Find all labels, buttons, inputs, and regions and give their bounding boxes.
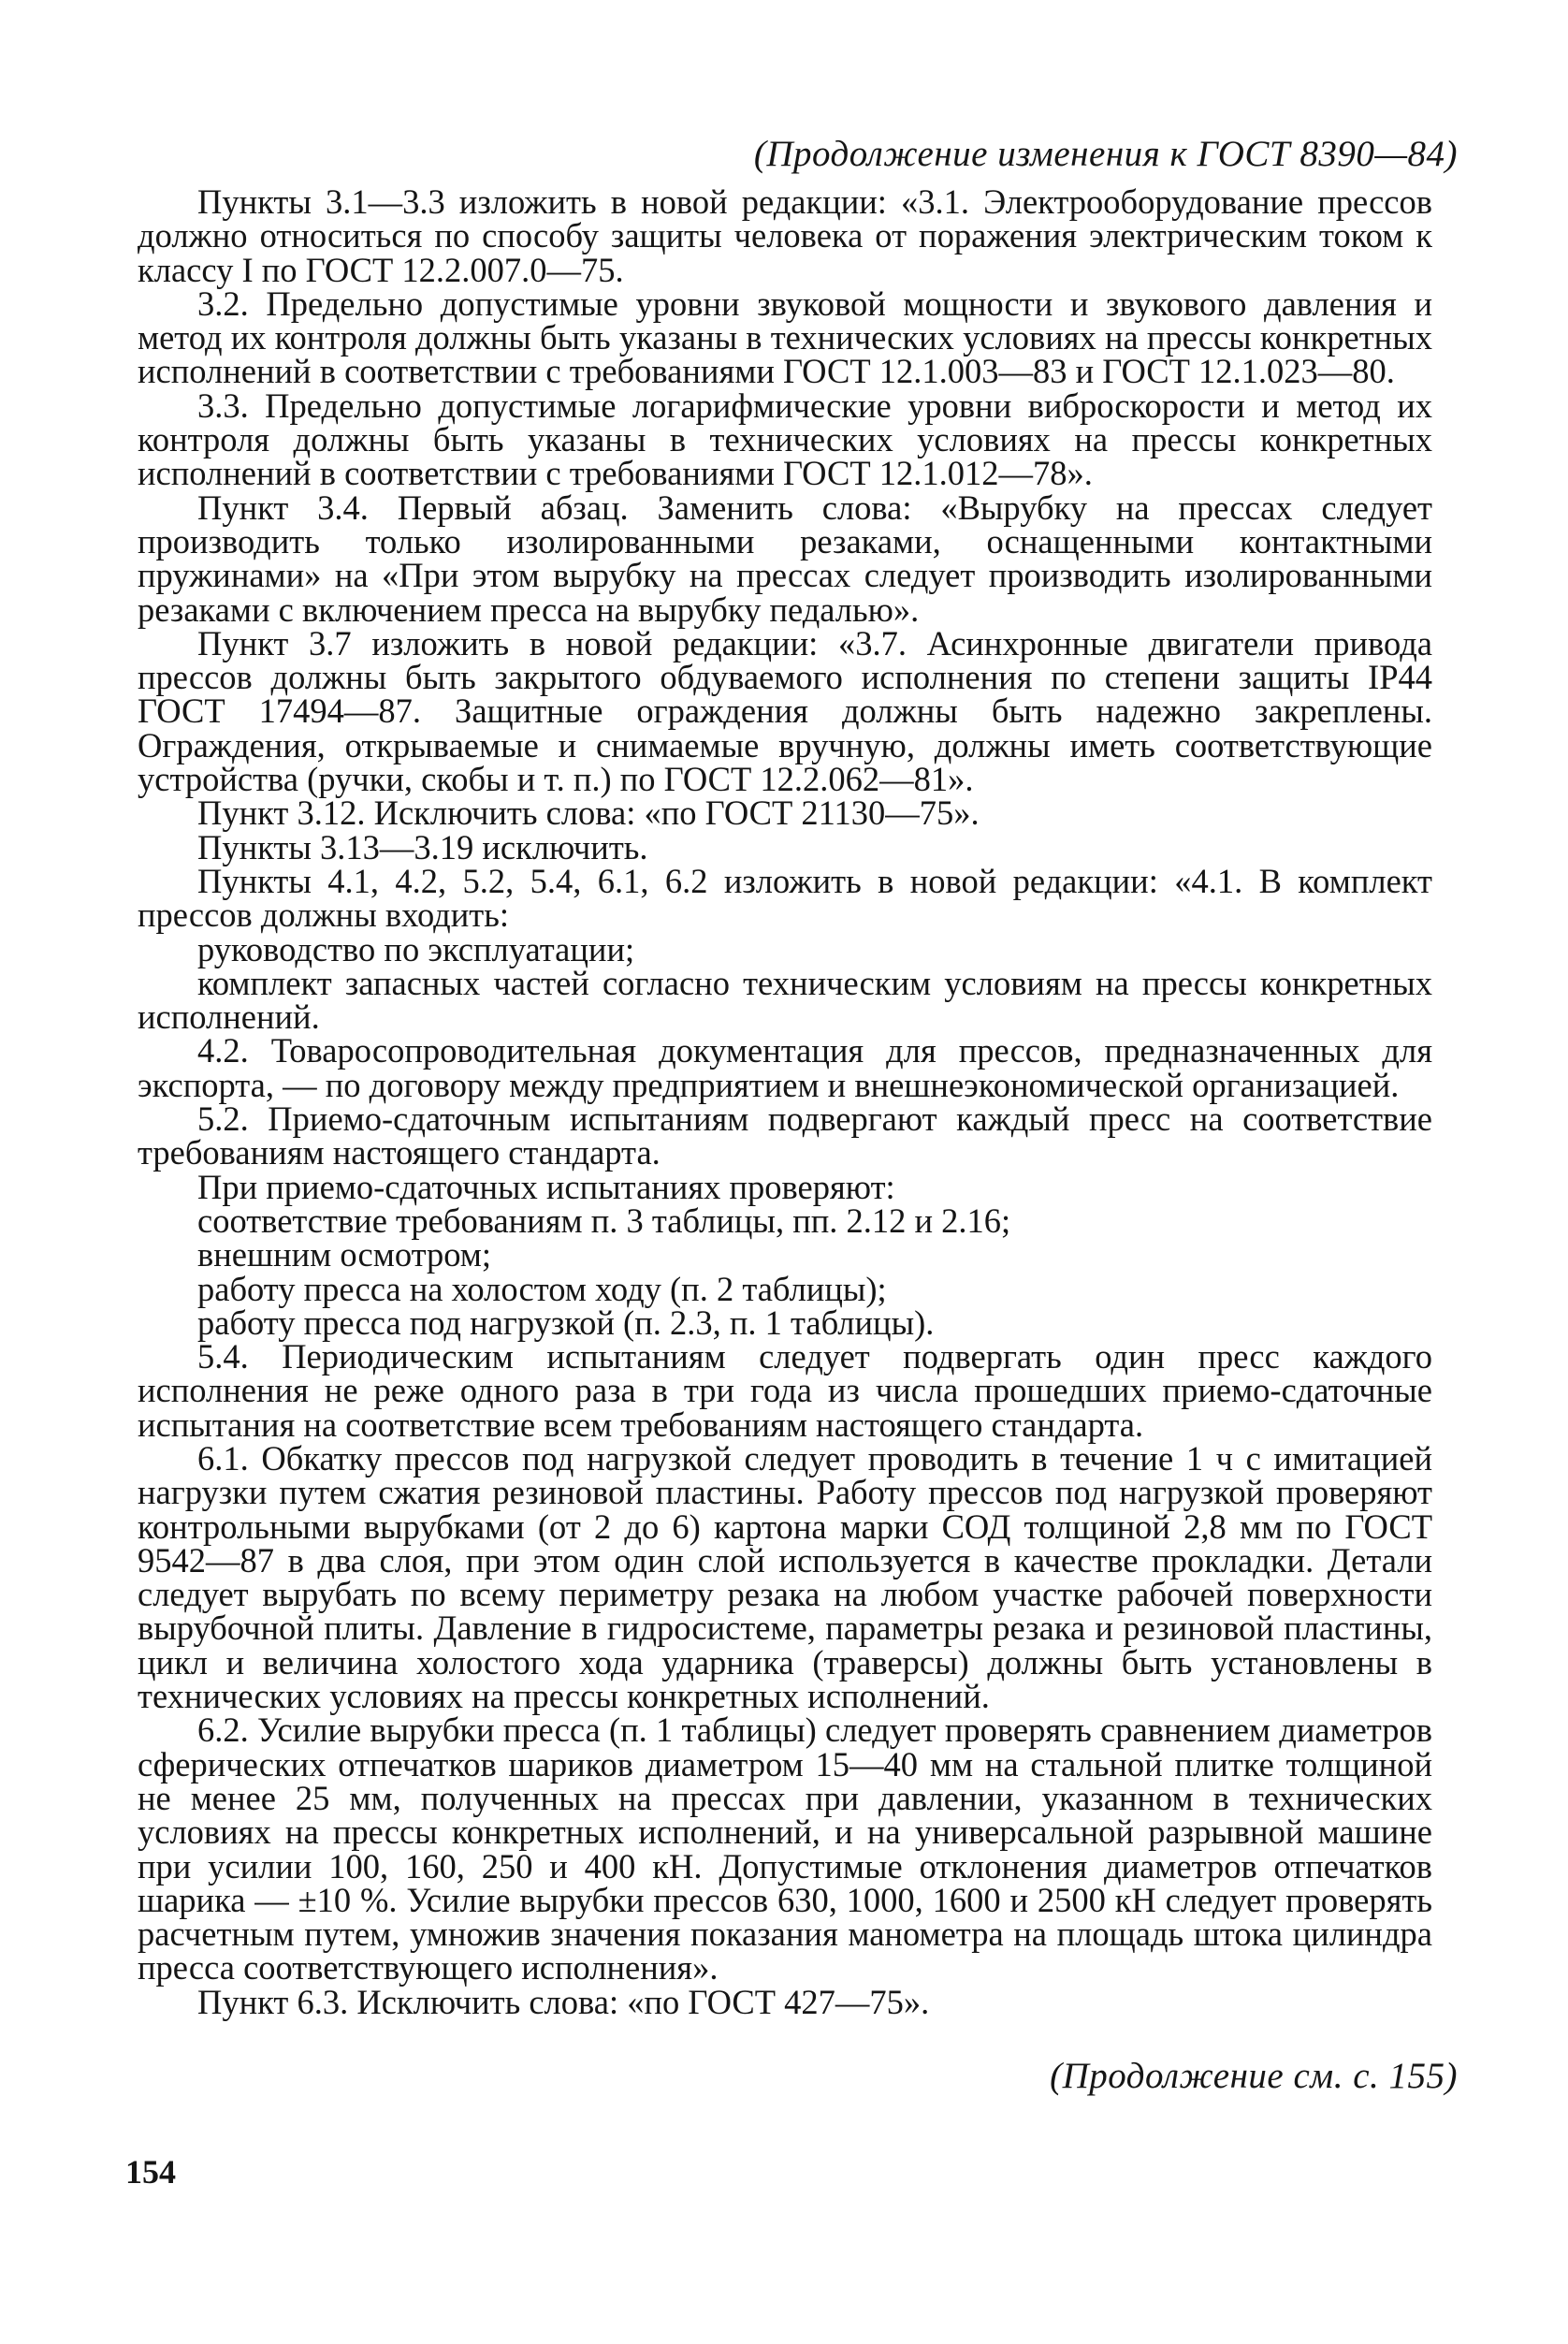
paragraph: Пункт 3.4. Первый абзац. Заменить слова: «Вырубку на прессах следует производить только изолированными резаками, оснащенными контактными пружинами» на «При этом вырубку на прессах следует производить изолированными резаками с включением пресса на вырубку педалью».: [138, 488, 1432, 629]
paragraph: Пункты 3.13—3.19 исключить.: [197, 827, 648, 866]
continuation-footer: (Продолжение см. с. 155): [1050, 2056, 1458, 2096]
paragraph: 4.2. Товаросопроводительная документация для прессов, предназначенных для экспорта, — по договору между предприятием и внешнеэкономической организацией.: [138, 1031, 1432, 1104]
paragraph: 3.3. Предельно допустимые логарифмические уровни виброскорости и метод их контроля должны быть указаны в технических условиях на прессы конкретных исполнений в соответствии с требованиями ГОСТ 12.1.012—78».: [138, 386, 1432, 493]
paragraph: 6.1. Обкатку прессов под нагрузкой следует проводить в течение 1 ч с имитацией нагрузки путем сжатия резиновой пластины. Работу прессов под нагрузкой проверяют контрольными вырубками (от 2 до 6) картона марки СОД толщиной 2,8 мм по ГОСТ 9542—87 в два слоя, при этом один слой используется в качестве прокладки. Детали следует вырубать по всему периметру резака на любом участке рабочей поверхности вырубочной плиты. Давление в гидросистеме, параметры резака и резиновой пластины, цикл и величина холостого хода ударника (траверсы) должны быть установлены в технических условиях на прессы конкретных исполнений.: [138, 1438, 1432, 1716]
list-item: работу пресса на холостом ходу (п. 2 таблицы);: [197, 1269, 887, 1308]
list-item: соответствие требованиям п. 3 таблицы, пп. 2.12 и 2.16;: [197, 1201, 1011, 1240]
list-item: внешним осмотром;: [197, 1235, 492, 1274]
list-item: комплект запасных частей согласно техническим условиям на прессы конкретных исполнений.: [138, 963, 1432, 1037]
continuation-header: (Продолжение изменения к ГОСТ 8390—84): [753, 134, 1458, 174]
list-item: руководство по эксплуатации;: [197, 929, 635, 968]
paragraph: 3.2. Предельно допустимые уровни звуковой мощности и звукового давления и метод их контроля должны быть указаны в технических условиях на прессы конкретных исполнений в соответствии с требованиями ГОСТ 12.1.003—83 и ГОСТ 12.1.023—80.: [138, 284, 1432, 391]
paragraph: При приемо-сдаточных испытаниях проверяют:: [197, 1167, 895, 1206]
paragraph: 5.4. Периодическим испытаниям следует подвергать один пресс каждого исполнения не реже одного раза в три года из числа прошедших приемо-сдаточные испытания на соответствие всем требованиям настоящего стандарта.: [138, 1337, 1432, 1444]
paragraph: Пункт 3.7 изложить в новой редакции: «3.7. Асинхронные двигатели привода прессов должны быть закрытого обдуваемого исполнения по степени защиты IP44 ГОСТ 17494—87. Защитные ограждения должны быть надежно закреплены. Ограждения, открываемые и снимаемые вручную, должны иметь соответствующие устройства (ручки, скобы и т. п.) по ГОСТ 12.2.062—81».: [138, 623, 1432, 799]
list-item: работу пресса под нагрузкой (п. 2.3, п. 1 таблицы).: [197, 1303, 935, 1342]
paragraph: Пункты 4.1, 4.2, 5.2, 5.4, 6.1, 6.2 изложить в новой редакции: «4.1. В комплект прессов должны входить:: [138, 861, 1432, 935]
body-text: [138, 182, 1432, 2021]
paragraph: Пункт 6.3. Исключить слова: «по ГОСТ 427—75».: [197, 1982, 930, 2021]
page-number: 154: [125, 2153, 176, 2191]
paragraph: Пункты 3.1—3.3 изложить в новой редакции: «3.1. Электрооборудование прессов должно относиться по способу защиты человека от поражения электрическим током к классу I по ГОСТ 12.2.007.0—75.: [138, 182, 1432, 289]
paragraph: Пункт 3.12. Исключить слова: «по ГОСТ 21130—75».: [197, 793, 980, 833]
paragraph: 5.2. Приемо-сдаточным испытаниям подвергают каждый пресс на соответствие требованиям настоящего стандарта.: [138, 1099, 1432, 1172]
paragraph: 6.2. Усилие вырубки пресса (п. 1 таблицы) следует проверять сравнением диаметров сферических отпечатков шариков диаметром 15—40 мм на стальной плитке толщиной не менее 25 мм, полученных на прессах при давлении, указанном в технических условиях на прессы конкретных исполнений, и на универсальной разрывной машине при усилии 100, 160, 250 и 400 кН. Допустимые отклонения диаметров отпечатков шарика — ±10 %. Усилие вырубки прессов 630, 1000, 1600 и 2500 кН следует проверять расчетным путем, умножив значения показания манометра на площадь штока цилиндра пресса соответствующего исполнения».: [138, 1711, 1432, 1987]
